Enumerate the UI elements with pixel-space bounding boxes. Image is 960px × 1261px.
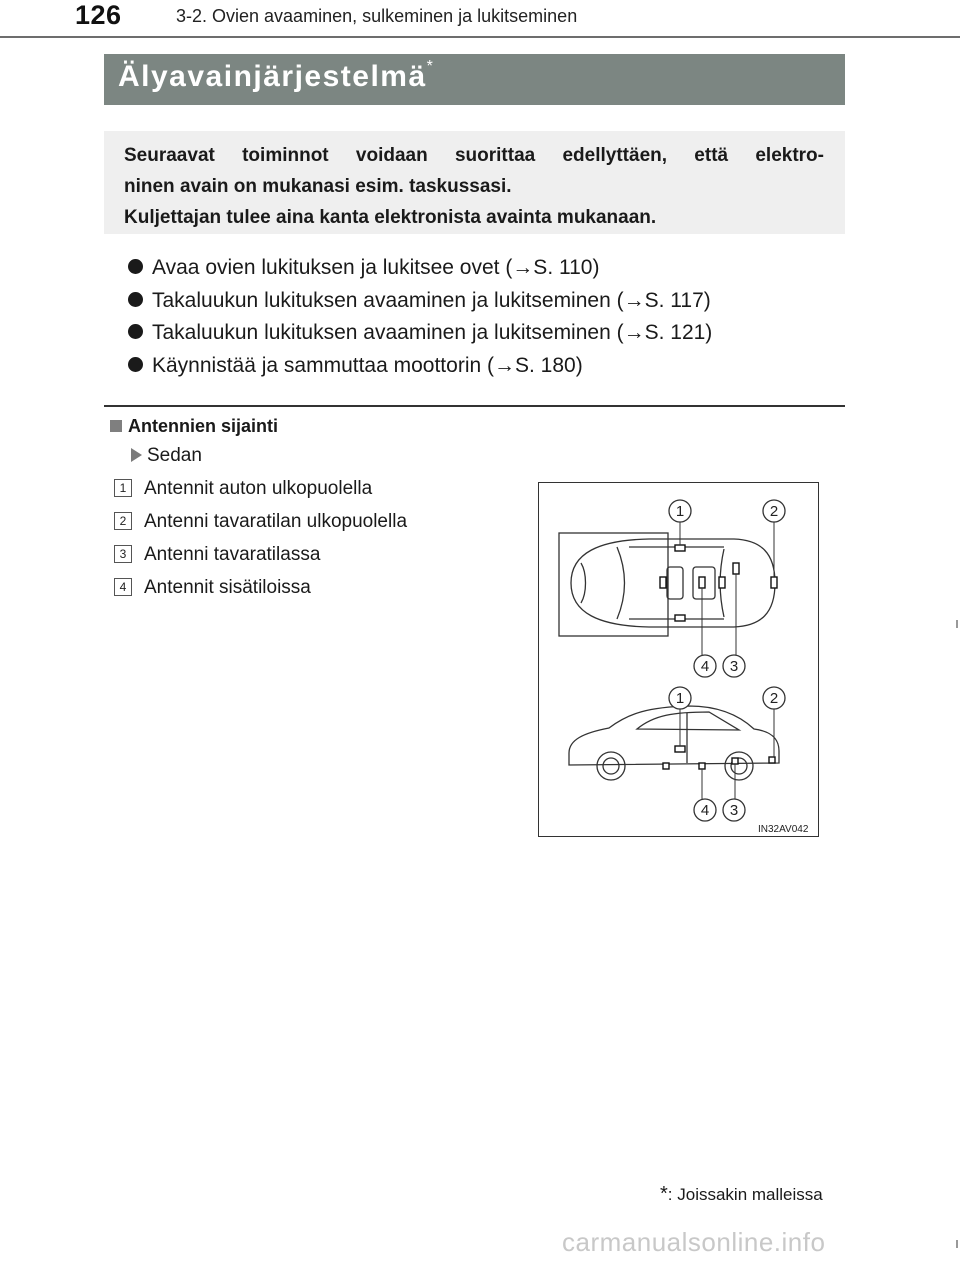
footnote-asterisk: * (660, 1183, 668, 1205)
hood-line (581, 563, 586, 603)
edge-mark (956, 620, 958, 628)
callout-number: 4 (700, 658, 710, 675)
function-text: Takaluukun lukituksen avaaminen ja lukitseminen (→S. 117) (152, 288, 711, 312)
top-view-inset (559, 533, 668, 636)
triangle-arrow-icon (131, 448, 142, 462)
antenna-marker (719, 577, 725, 588)
footnote-text: : Joissakin malleissa (667, 1185, 823, 1204)
function-item (128, 354, 712, 387)
section-banner (104, 54, 845, 105)
section-title-asterisk: * (426, 58, 435, 75)
callout-number: 2 (769, 503, 779, 520)
antenna-legend (114, 478, 407, 610)
bullet-icon (128, 259, 143, 274)
front-seat (667, 567, 683, 599)
windshield (617, 547, 625, 619)
section-title (118, 60, 434, 94)
callout-number: 1 (675, 690, 685, 707)
legend-text: Antenni tavaratilan ulkopuolella (144, 511, 408, 532)
subsection-heading (110, 416, 278, 437)
antenna-marker (733, 563, 739, 574)
edge-mark (956, 1240, 958, 1248)
antenna-marker (660, 577, 666, 588)
roof-lines (629, 547, 724, 619)
footnote (660, 1183, 823, 1206)
intro-text (124, 140, 824, 233)
legend-number: 1 (114, 479, 132, 497)
callout-number: 2 (769, 690, 779, 707)
antenna-marker (663, 763, 669, 769)
legend-text: Antennit sisätiloissa (144, 577, 311, 598)
square-bullet-icon (110, 420, 122, 432)
antenna-location-figure (538, 482, 819, 837)
variant-text: Sedan (147, 445, 202, 466)
callout-number: 1 (675, 503, 685, 520)
bullet-icon (128, 324, 143, 339)
header-divider (0, 36, 960, 38)
legend-item (114, 511, 407, 544)
antenna-marker (675, 746, 685, 752)
bullet-icon (128, 357, 143, 372)
page-number: 126 (75, 0, 122, 30)
subsection-heading-text: Antennien sijainti (128, 416, 279, 436)
callout-number: 3 (729, 658, 739, 675)
legend-item (114, 478, 407, 511)
antenna-marker (699, 763, 705, 769)
watermark: carmanualsonline.info (562, 1227, 826, 1257)
legend-number: 2 (114, 512, 132, 530)
antenna-marker (675, 545, 685, 551)
legend-number: 3 (114, 545, 132, 563)
function-text: Käynnistää ja sammuttaa moottorin (→S. 180) (152, 353, 583, 377)
section-title-text: Älyavainjärjestelmä (118, 60, 427, 93)
variant-label (131, 445, 202, 467)
function-text: Takaluukun lukituksen avaaminen ja lukitseminen (→S. 121) (152, 321, 713, 344)
figure-code: IN32AV042 (758, 824, 809, 835)
function-item (128, 289, 712, 322)
function-list (128, 256, 712, 386)
front-wheel (597, 752, 625, 780)
side-windows (637, 712, 739, 730)
car-top-outline (571, 539, 775, 627)
legend-text: Antenni tavaratilassa (144, 544, 321, 565)
legend-item (114, 577, 407, 610)
antenna-marker (732, 758, 738, 764)
chapter-title: 3-2. Ovien avaaminen, sulkeminen ja lukitseminen (176, 6, 578, 26)
callout-number: 4 (700, 802, 710, 819)
antenna-marker (769, 757, 775, 763)
callout-number: 3 (729, 802, 739, 819)
intro-box (104, 131, 845, 234)
legend-number: 4 (114, 578, 132, 596)
bullet-icon (128, 292, 143, 307)
intro-line-1: Seuraavat toiminnot voidaan suorittaa edellyttäen, että elektro- (124, 145, 824, 166)
subsection-divider (104, 405, 845, 407)
car-diagram (539, 483, 820, 838)
intro-line-3: Kuljettajan tulee aina kanta elektronista avainta mukanaan. (124, 207, 657, 228)
antenna-marker (699, 577, 705, 588)
rear-wheel (725, 752, 753, 780)
legend-item (114, 544, 407, 577)
function-item (128, 256, 712, 289)
legend-text: Antennit auton ulkopuolella (144, 478, 373, 499)
function-text: Avaa ovien lukituksen ja lukitsee ovet (→S. 110) (152, 256, 600, 279)
function-item (128, 321, 712, 354)
intro-line-2: ninen avain on mukanasi esim. taskussasi. (124, 176, 512, 197)
front-wheel-hub (603, 758, 619, 774)
antenna-marker (771, 577, 777, 588)
antenna-marker (675, 615, 685, 621)
